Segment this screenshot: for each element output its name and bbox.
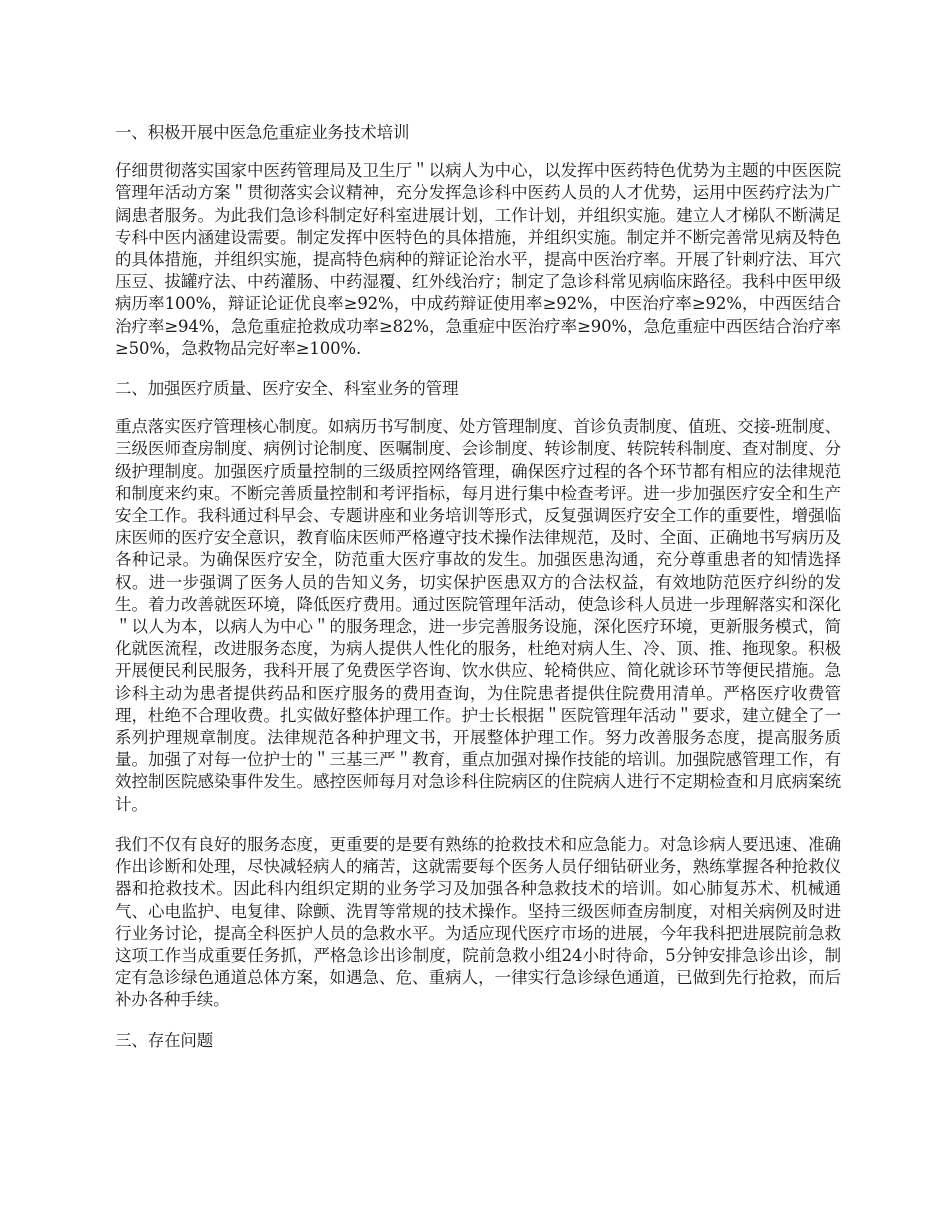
section-paragraph-1: 仔细贯彻落实国家中医药管理局及卫生厅＂以病人为中心，以发挥中医药特色优势为主题的中医医院管理年活动方案＂贯彻落实会议精神，充分发挥急诊科中医药人员的人才优势，运用中医药疗法为广阔患者服务。为此我们急诊科制定好科室进展计划，工作计划，并组织实施。建立人才梯队不断满足专科中医内涵建设需要。制定发挥中医特色的具体措施，并组织实施。制定并不断完善常见病及特色的具体措施，并组织实施，提高特色病种的辩证论治水平，提高中医治疗率。开展了针刺疗法、耳穴压豆、拔罐疗法、中药灌肠、中药湿覆、红外线治疗；制定了急诊科常见病临床路径。我科中医甲级病历率100%，辩证论证优良率≥92%，中成药辩证使用率≥92%，中医治疗率≥92%，中西医结合治疗率≥94%，急危重症抢救成功率≥82%，急重症中医治疗率≥90%，急危重症中西医结合治疗率≥50%，急救物品完好率≥100%.: [115, 161, 841, 358]
section-paragraph-2: 重点落实医疗管理核心制度。如病历书写制度、处方管理制度、首诊负责制度、值班、交接-班制度、三级医师查房制度、病例讨论制度、医嘱制度、会诊制度、转诊制度、转院转科制度、查对制度、分级护理制度。加强医疗质量控制的三级质控网络管理，确保医疗过程的各个环节都有相应的法律规范和制度来约束。不断完善质量控制和考评指标，每月进行集中检查考评。进一步加强医疗安全和生产安全工作。我科通过科早会、专题讲座和业务培训等形式，反复强调医疗安全工作的重要性，增强临床医师的医疗安全意识，教育临床医师严格遵守技术操作法律规范，及时、全面、正确地书写病历及各种记录。为确保医疗安全，防范重大医疗事故的发生。加强医患沟通，充分尊重患者的知情选择权。进一步强调了医务人员的告知义务，切实保护医患双方的合法权益，有效地防范医疗纠纷的发生。着力改善就医环境，降低医疗费用。通过医院管理年活动，使急诊科人员进一步理解落实和深化＂以人为本，以病人为中心＂的服务理念，进一步完善服务设施，深化医疗环境，更新服务模式，简化就医流程，改进服务态度，为病人提供人性化的服务，杜绝对病人生、冷、顶、推、拖现象。积极开展便民利民服务，我科开展了免费医学咨询、饮水供应、轮椅供应、简化就诊环节等便民措施。急诊科主动为患者提供药品和医疗服务的费用查询，为住院患者提供住院费用清单。严格医疗收费管理，杜绝不合理收费。扎实做好整体护理工作。护士长根据＂医院管理年活动＂要求，建立健全了一系列护理规章制度。法律规范各种护理文书，开展整体护理工作。努力改善服务态度，提高服务质量。加强了对每一位护士的＂三基三严＂教育，重点加强对操作技能的培训。加强院感管理工作，有效控制医院感染事件发生。感控医师每月对急诊科住院病区的住院病人进行不定期检查和月底病案统计。: [115, 417, 841, 814]
section-paragraph-3: 我们不仅有良好的服务态度，更重要的是要有熟练的抢救技术和应急能力。对急诊病人要迅速、准确作出诊断和处理，尽快减轻病人的痛苦，这就需要每个医务人员仔细钻研业务，熟练掌握各种抢救仪器和抢救技术。因此科内组织定期的业务学习及加强各种急救技术的培训。如心肺复苏术、机械通气、心电监护、电复律、除颤、洗胃等常规的技术操作。坚持三级医师查房制度，对相关病例及时进行业务讨论，提高全科医护人员的急救水平。为适应现代医疗市场的进展，今年我科把进展院前急救这项工作当成重要任务抓，严格急诊出诊制度，院前急救小组24小时待命，5分钟安排急诊出诊，制定有急诊绿色通道总体方案，如遇急、危、重病人，一律实行急诊绿色通道，已做到先行抢救，而后补办各种手续。: [115, 834, 841, 1010]
document-body: [115, 122, 841, 1068]
section-heading-2: 二、加强医疗质量、医疗安全、科室业务的管理: [115, 379, 459, 399]
section-heading-3: 三、存在问题: [115, 1030, 214, 1050]
section-heading-1: 一、积极开展中医急危重症业务技术培训: [115, 123, 410, 142]
